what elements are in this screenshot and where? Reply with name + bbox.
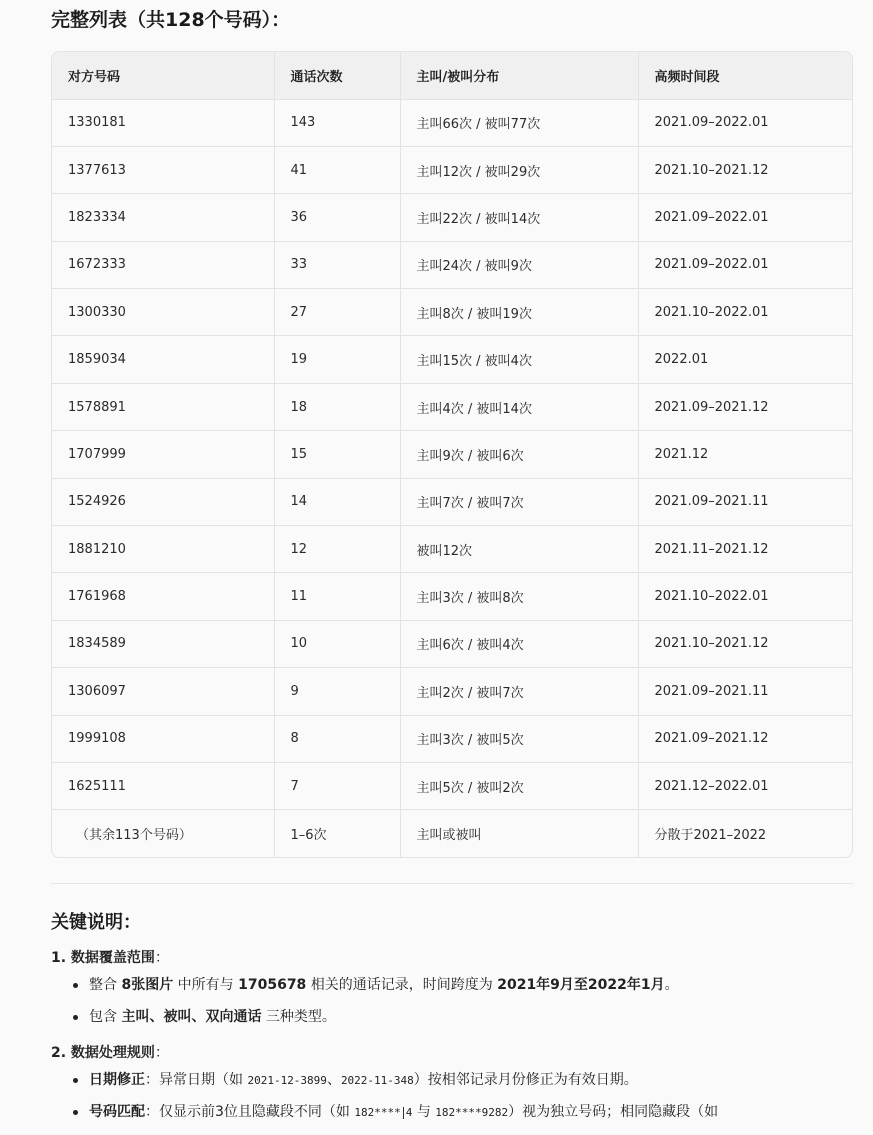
table-row [52,431,852,478]
header-count: 通话次数 [274,52,400,99]
cell-period: 2021.10–2021.12 [638,146,852,193]
note-item-2-heading [51,1042,853,1064]
cell-number: 1859034 [52,336,274,383]
cell-number: 1625111 [52,762,274,809]
note-item-1-label: 1. 数据覆盖范围 [51,950,155,967]
call-table-container [51,51,853,858]
cell-direction: 主叫7次 / 被叫7次 [400,478,638,525]
bullet-bold: 号码匹配 [89,1104,145,1121]
bullet-bold: 主叫、被叫、双向通话 [121,1009,262,1026]
divider [51,883,853,884]
table-row [52,241,852,288]
table-row [52,336,852,383]
cell-period: 2021.10–2022.01 [638,289,852,336]
bullet-text: 包含 [89,1009,117,1026]
inline-code: 2021-12-3899 [247,1074,327,1088]
cell-count: 14 [274,478,400,525]
cell-count: 19 [274,336,400,383]
cell-count: 11 [274,573,400,620]
table-row [52,99,852,146]
bullet-bold: 8张图片 [121,977,174,994]
notes-title: 关键说明： [51,912,141,934]
call-table [52,52,852,857]
table-row [52,478,852,525]
cell-count: 41 [274,146,400,193]
cell-number: 1306097 [52,668,274,715]
note-item-1-suffix: ： [154,950,169,967]
header-direction: 主叫/被叫分布 [400,52,638,99]
bullet-text: 与 [416,1104,431,1121]
cell-number: 1578891 [52,383,274,430]
note-item-2-bullets [51,1064,853,1128]
bullet-text: ：仅显示前3位且隐藏段不同（如 [145,1104,350,1121]
cell-direction: 主叫24次 / 被叫9次 [400,241,638,288]
table-row [52,620,852,667]
note-item-2-label: 2. 数据处理规则 [51,1045,155,1062]
cell-period: 2021.09–2022.01 [638,194,852,241]
cell-direction: 主叫或被叫 [400,810,638,857]
note-item-1-heading [51,947,853,969]
bullet-text: ：异常日期（如 [145,1072,243,1089]
cell-count: 8 [274,715,400,762]
bullet-text: ）视为独立号码；相同隐藏段（如 [508,1104,719,1121]
bullet-coverage [71,969,853,1001]
table-row [52,526,852,573]
page-content [51,0,853,1128]
cell-number: 1377613 [52,146,274,193]
cell-period: 2021.11–2021.12 [638,526,852,573]
table-body [52,99,852,857]
table-row [52,715,852,762]
cell-period: 2021.12–2022.01 [638,762,852,809]
cell-number: 1330181 [52,99,274,146]
cell-period: 2021.09–2021.12 [638,715,852,762]
note-item-2-suffix: ： [154,1045,169,1062]
cell-number: （其余113个号码） [52,810,274,857]
cell-number: 1761968 [52,573,274,620]
table-row [52,668,852,715]
inline-code: 4 [405,1106,413,1120]
cell-direction: 主叫66次 / 被叫77次 [400,99,638,146]
bullet-text: 三种类型。 [265,1009,336,1026]
bullet-bold: 1705678 [238,977,307,994]
inline-code: 2022-11-348 [340,1074,414,1088]
notes-list [51,947,853,1128]
cell-period: 2021.09–2021.11 [638,668,852,715]
header-number: 对方号码 [52,52,274,99]
cell-direction: 主叫2次 / 被叫7次 [400,668,638,715]
cell-number: 1834589 [52,620,274,667]
bullet-text: 、 [326,1072,341,1089]
cell-direction: 主叫15次 / 被叫4次 [400,336,638,383]
table-row [52,146,852,193]
cell-period: 2021.12 [638,431,852,478]
cell-count: 9 [274,668,400,715]
cell-count: 36 [274,194,400,241]
cell-direction: 主叫22次 / 被叫14次 [400,194,638,241]
table-row [52,383,852,430]
cell-direction: 主叫5次 / 被叫2次 [400,762,638,809]
cell-count: 10 [274,620,400,667]
table-row [52,762,852,809]
cell-direction: 主叫6次 / 被叫4次 [400,620,638,667]
cell-direction: 主叫3次 / 被叫8次 [400,573,638,620]
bullet-types [71,1001,853,1033]
cell-count: 1–6次 [274,810,400,857]
bullet-text: ）按相邻记录月份修正为有效日期。 [413,1072,638,1089]
cell-number: 1999108 [52,715,274,762]
bullet-bold: 2021年9月至2022年1月 [497,977,665,994]
cell-number: 1707999 [52,431,274,478]
cell-direction: 主叫12次 / 被叫29次 [400,146,638,193]
cell-period: 2021.09–2022.01 [638,241,852,288]
cell-count: 33 [274,241,400,288]
bullet-text: 中所有与 [177,977,234,994]
cell-count: 18 [274,383,400,430]
cell-number: 1300330 [52,289,274,336]
inline-code: 182****9282 [435,1106,509,1120]
header-period: 高频时间段 [654,69,720,85]
cell-period: 2021.09–2021.12 [638,383,852,430]
bullet-bold: 日期修正 [89,1072,145,1089]
cell-count: 143 [274,99,400,146]
cell-number: 1672333 [52,241,274,288]
inline-code: 182**** [354,1106,401,1120]
table-row [52,810,852,857]
cell-direction: 主叫8次 / 被叫19次 [400,289,638,336]
cell-number: 1881210 [52,526,274,573]
cell-period: 2021.10–2021.12 [638,620,852,667]
cell-period: 2022.01 [638,336,852,383]
cell-number: 1823334 [52,194,274,241]
cell-count: 12 [274,526,400,573]
cell-period: 2021.10–2022.01 [638,573,852,620]
bullet-text: 相关的通话记录，时间跨度为 [310,977,493,994]
cell-direction: 主叫9次 / 被叫6次 [400,431,638,478]
cell-period: 2021.09–2021.11 [638,478,852,525]
cell-count: 15 [274,431,400,478]
cell-direction: 主叫4次 / 被叫14次 [400,383,638,430]
cell-direction: 被叫12次 [400,526,638,573]
cell-period: 2021.09–2022.01 [638,99,852,146]
cell-count: 27 [274,289,400,336]
cell-period: 分散于2021–2022 [638,810,852,857]
cell-direction: 主叫3次 / 被叫5次 [400,715,638,762]
bullet-text: 整合 [89,977,117,994]
table-row [52,289,852,336]
bullet-text: 。 [664,977,679,994]
list-heading: 完整列表（共128个号码）： [51,9,291,31]
table-row [52,573,852,620]
bullet-number-match [71,1096,853,1128]
cell-count: 7 [274,762,400,809]
cell-number: 1524926 [52,478,274,525]
table-row [52,194,852,241]
text-cursor [403,1107,404,1119]
table-header-row [52,52,852,99]
note-item-1-bullets [51,969,853,1033]
bullet-date-fix [71,1064,853,1096]
